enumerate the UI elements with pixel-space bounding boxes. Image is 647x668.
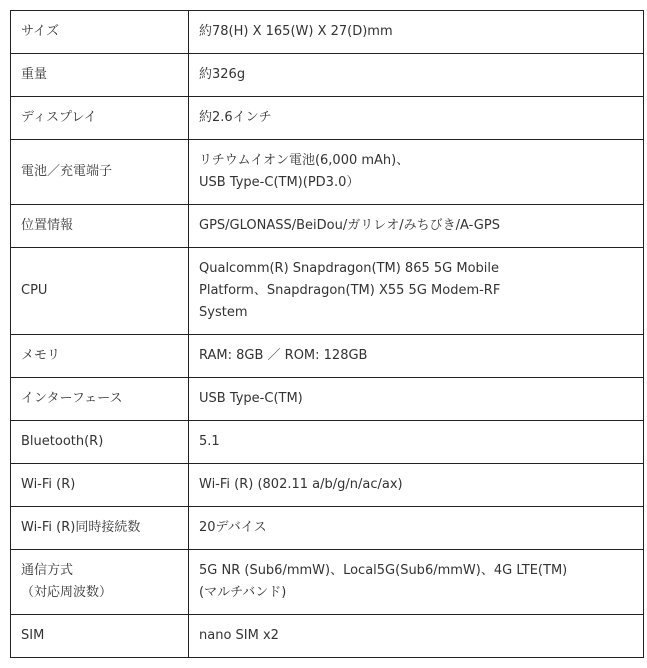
spec-value: 約2.6インチ	[189, 97, 644, 140]
table-row	[11, 11, 644, 54]
spec-label: Wi-Fi (R)同時接続数	[11, 507, 189, 550]
table-row	[11, 378, 644, 421]
table-row	[11, 97, 644, 140]
spec-label: サイズ	[11, 11, 189, 54]
spec-label: 電池／充電端子	[11, 140, 189, 205]
spec-value: 5G NR (Sub6/mmW)、Local5G(Sub6/mmW)、4G LTE(TM) (マルチバンド)	[189, 550, 644, 615]
spec-value: 20デバイス	[189, 507, 644, 550]
spec-label: Wi-Fi (R)	[11, 464, 189, 507]
spec-value: Qualcomm(R) Snapdragon(TM) 865 5G Mobile Platform、Snapdragon(TM) X55 5G Modem-RF System	[189, 248, 644, 335]
spec-label: 通信方式 （対応周波数）	[11, 550, 189, 615]
table-row	[11, 507, 644, 550]
spec-label: 重量	[11, 54, 189, 97]
spec-value: RAM: 8GB ／ ROM: 128GB	[189, 335, 644, 378]
table-row	[11, 248, 644, 335]
table-row	[11, 140, 644, 205]
spec-label: ディスプレイ	[11, 97, 189, 140]
spec-label: Bluetooth(R)	[11, 421, 189, 464]
table-row	[11, 421, 644, 464]
spec-table-body	[11, 11, 644, 658]
spec-value: nano SIM x2	[189, 615, 644, 658]
spec-label: CPU	[11, 248, 189, 335]
spec-value: 約78(H) X 165(W) X 27(D)mm	[189, 11, 644, 54]
table-row	[11, 335, 644, 378]
spec-label: メモリ	[11, 335, 189, 378]
table-row	[11, 550, 644, 615]
spec-value: USB Type-C(TM)	[189, 378, 644, 421]
spec-value: 5.1	[189, 421, 644, 464]
spec-label: 位置情報	[11, 205, 189, 248]
spec-value: Wi-Fi (R) (802.11 a/b/g/n/ac/ax)	[189, 464, 644, 507]
table-row	[11, 615, 644, 658]
spec-value: リチウムイオン電池(6,000 mAh)、 USB Type-C(TM)(PD3.0）	[189, 140, 644, 205]
table-row	[11, 464, 644, 507]
spec-table	[10, 10, 644, 658]
spec-value: 約326g	[189, 54, 644, 97]
table-row	[11, 54, 644, 97]
spec-value: GPS/GLONASS/BeiDou/ガリレオ/みちびき/A-GPS	[189, 205, 644, 248]
table-row	[11, 205, 644, 248]
spec-label: SIM	[11, 615, 189, 658]
spec-label: インターフェース	[11, 378, 189, 421]
